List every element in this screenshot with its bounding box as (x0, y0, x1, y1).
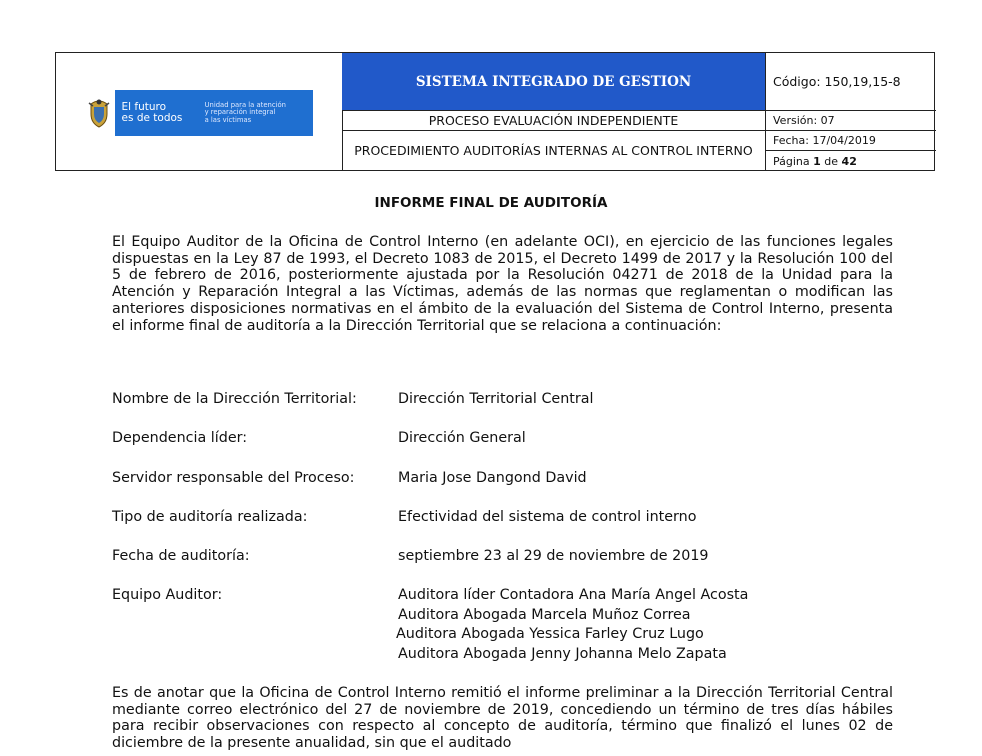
process-name: PROCESO EVALUACIÓN INDEPENDIENTE (428, 112, 679, 128)
field-value-dependencia: Dirección General (398, 430, 526, 446)
auditor-item: Auditora líder Contadora Ana María Angel Acosta (398, 587, 749, 603)
document-version: Versión: 07 (773, 114, 835, 127)
field-label-equipo: Equipo Auditor: (112, 587, 223, 603)
logo-unit-line: a las víctimas (204, 115, 252, 124)
document-code: Código: 150,19,15-8 (773, 74, 901, 89)
logo-motto-line: El futuro (121, 101, 167, 113)
logo-unit-line: Unidad para la atención (204, 100, 286, 109)
field-label-dependencia: Dependencia líder: (112, 430, 248, 446)
document-header-table (55, 52, 935, 171)
logo-unit-line: y reparación integral (204, 108, 276, 117)
auditor-item: Auditora Abogada Marcela Muñoz Correa (398, 606, 691, 623)
logo-unit-name (205, 102, 313, 125)
field-label-fecha: Fecha de auditoría: (112, 548, 250, 564)
auditor-item: Auditora Abogada Jenny Johanna Melo Zapata (398, 645, 727, 662)
page-current: 1 (813, 154, 821, 168)
coat-of-arms-icon (83, 90, 115, 136)
page-total: 42 (841, 154, 857, 168)
intro-paragraph: El Equipo Auditor de la Oficina de Control Interno (en adelante OCI), en ejercicio de las funciones legales dispuestas en la Ley 87 de 1993, el Decreto 1083 de 2015, el Decreto 1499 de 2017 y la Resolución 100 del 5 de febrero de 2016, posteriormente ajustada por la Resolución 04271 de 2018 de la Unidad para la Atención y Reparación Integral a las Víctimas, además de las normas que reglamentan o modifican las anteriores disposiciones normativas en el ámbito de la evaluación del Sistema de Control Interno, presenta el informe final de auditoría a la Dirección Territorial que se relaciona a continuación: (112, 234, 893, 334)
procedure-name: PROCEDIMIENTO AUDITORÍAS INTERNAS AL CONTROL INTERNO (354, 143, 753, 158)
field-label-servidor: Servidor responsable del Proceso: (112, 470, 355, 486)
document-date: Fecha: 17/04/2019 (773, 134, 876, 147)
logo-motto (122, 102, 191, 124)
field-value-fecha: septiembre 23 al 29 de noviembre de 2019 (398, 548, 709, 564)
page-middle: de (820, 154, 842, 168)
field-value-territorial: Dirección Territorial Central (398, 391, 594, 407)
field-label-territorial: Nombre de la Dirección Territorial: (112, 391, 357, 407)
page-prefix: Página (773, 154, 814, 168)
auditor-list (396, 586, 748, 664)
institution-logo (83, 90, 313, 136)
field-label-tipo: Tipo de auditoría realizada: (112, 509, 308, 525)
system-title: SISTEMA INTEGRADO DE GESTION (342, 53, 765, 110)
field-value-tipo: Efectividad del sistema de control interno (398, 509, 697, 525)
page-number (766, 151, 936, 171)
field-value-servidor: Maria Jose Dangond David (398, 470, 587, 486)
report-title: INFORME FINAL DE AUDITORÍA (374, 195, 608, 211)
closing-paragraph: Es de anotar que la Oficina de Control Interno remitió el informe preliminar a la Dirección Territorial Central mediante correo electrónico del 27 de noviembre de 2019, concediendo un término de tres días hábiles para recibir observaciones con respecto al concepto de auditoría, término que finalizó el lunes 02 de diciembre de la presente anualidad, sin que el auditado (112, 685, 893, 752)
auditor-item: Auditora Abogada Yessica Farley Cruz Lugo (396, 626, 704, 643)
logo-motto-line: es de todos (121, 112, 183, 124)
